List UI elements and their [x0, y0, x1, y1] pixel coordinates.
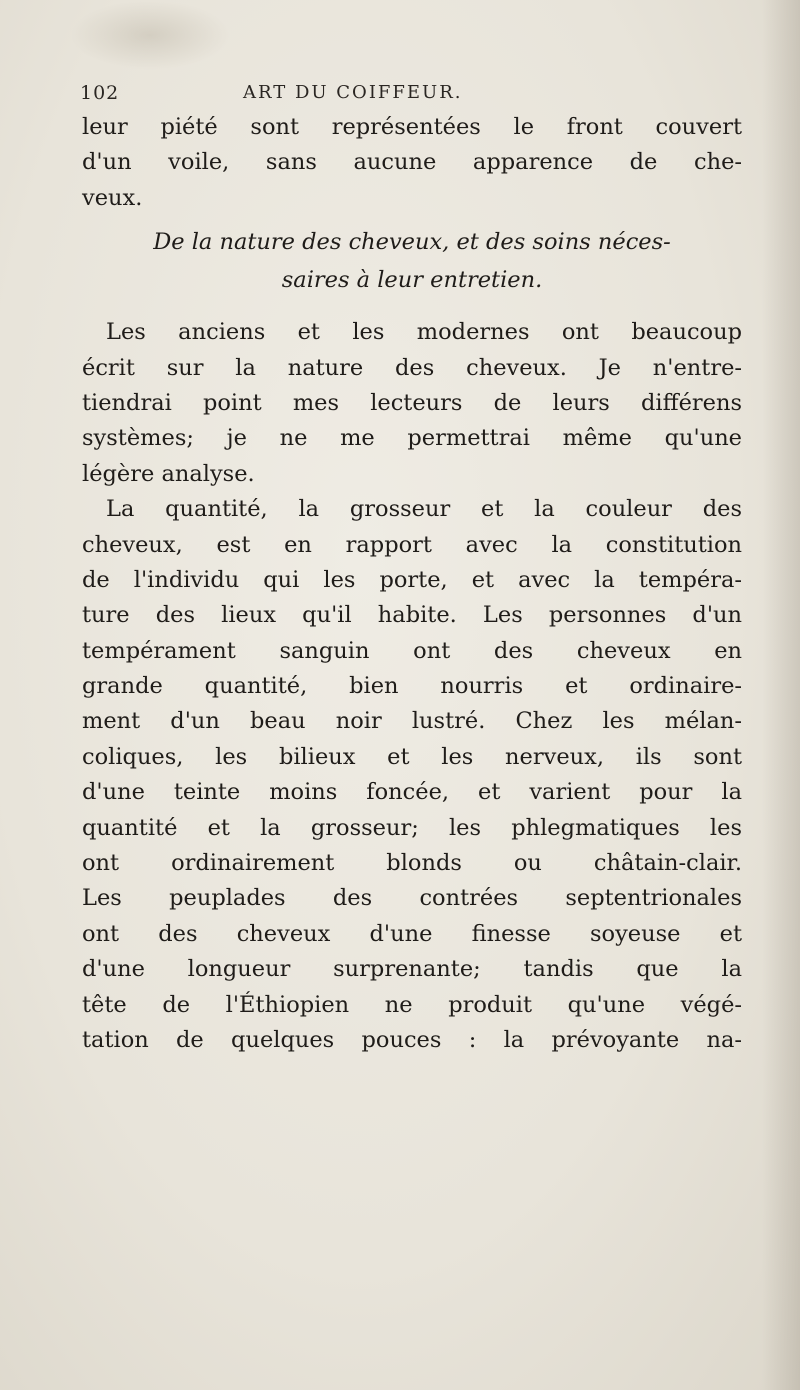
section-heading-line: saires à leur entretien.	[281, 267, 543, 294]
section-heading-line: De la nature des cheveux, et des soins néces-	[153, 229, 671, 256]
page-gutter-shadow	[762, 0, 800, 1390]
text-line: écrit sur la nature des cheveux. Je n'entre-	[82, 354, 742, 381]
text-line: Les peuplades des contrées septentrionales	[82, 885, 742, 912]
text-line: Les anciens et les modernes ont beaucoup	[106, 319, 742, 346]
text-line: d'une teinte moins foncée, et varient pour la	[82, 779, 742, 806]
text-line: ont ordinairement blonds ou châtain-clair.	[82, 850, 742, 877]
running-head	[80, 82, 740, 110]
text-line: légère analyse.	[82, 460, 255, 487]
text-line: ont des cheveux d'une finesse soyeuse et	[82, 920, 742, 947]
text-line: La quantité, la grosseur et la couleur des	[106, 496, 742, 523]
text-line: grande quantité, bien nourris et ordinaire-	[82, 673, 742, 700]
text-line: tempérament sanguin ont des cheveux en	[82, 637, 742, 664]
paper-stain	[70, 0, 230, 70]
text-line: ment d'un beau noir lustré. Chez les mélan-	[82, 708, 742, 735]
text-line: d'un voile, sans aucune apparence de che-	[82, 149, 742, 176]
text-line: leur piété sont représentées le front couvert	[82, 114, 742, 140]
text-line: de l'individu qui les porte, et avec la tempéra-	[82, 566, 742, 593]
text-line: veux.	[82, 184, 143, 211]
text-line: quantité et la grosseur; les phlegmatiques les	[82, 814, 742, 841]
running-title: ART DU COIFFEUR.	[243, 82, 463, 103]
text-line: ture des lieux qu'il habite. Les personnes d'un	[82, 602, 742, 629]
text-line: cheveux, est en rapport avec la constitution	[82, 531, 742, 558]
text-line: tête de l'Éthiopien ne produit qu'une végé-	[82, 991, 742, 1018]
text-line: d'une longueur surprenante; tandis que la	[82, 956, 742, 983]
page-number: 102	[80, 82, 120, 104]
text-line: tiendrai point mes lecteurs de leurs différens	[82, 389, 742, 416]
body-text	[82, 110, 742, 1058]
text-line: systèmes; je ne me permettrai même qu'une	[82, 425, 742, 452]
text-line: tation de quelques pouces : la prévoyante na-	[82, 1026, 742, 1053]
text-line: coliques, les bilieux et les nerveux, ils sont	[82, 743, 742, 770]
